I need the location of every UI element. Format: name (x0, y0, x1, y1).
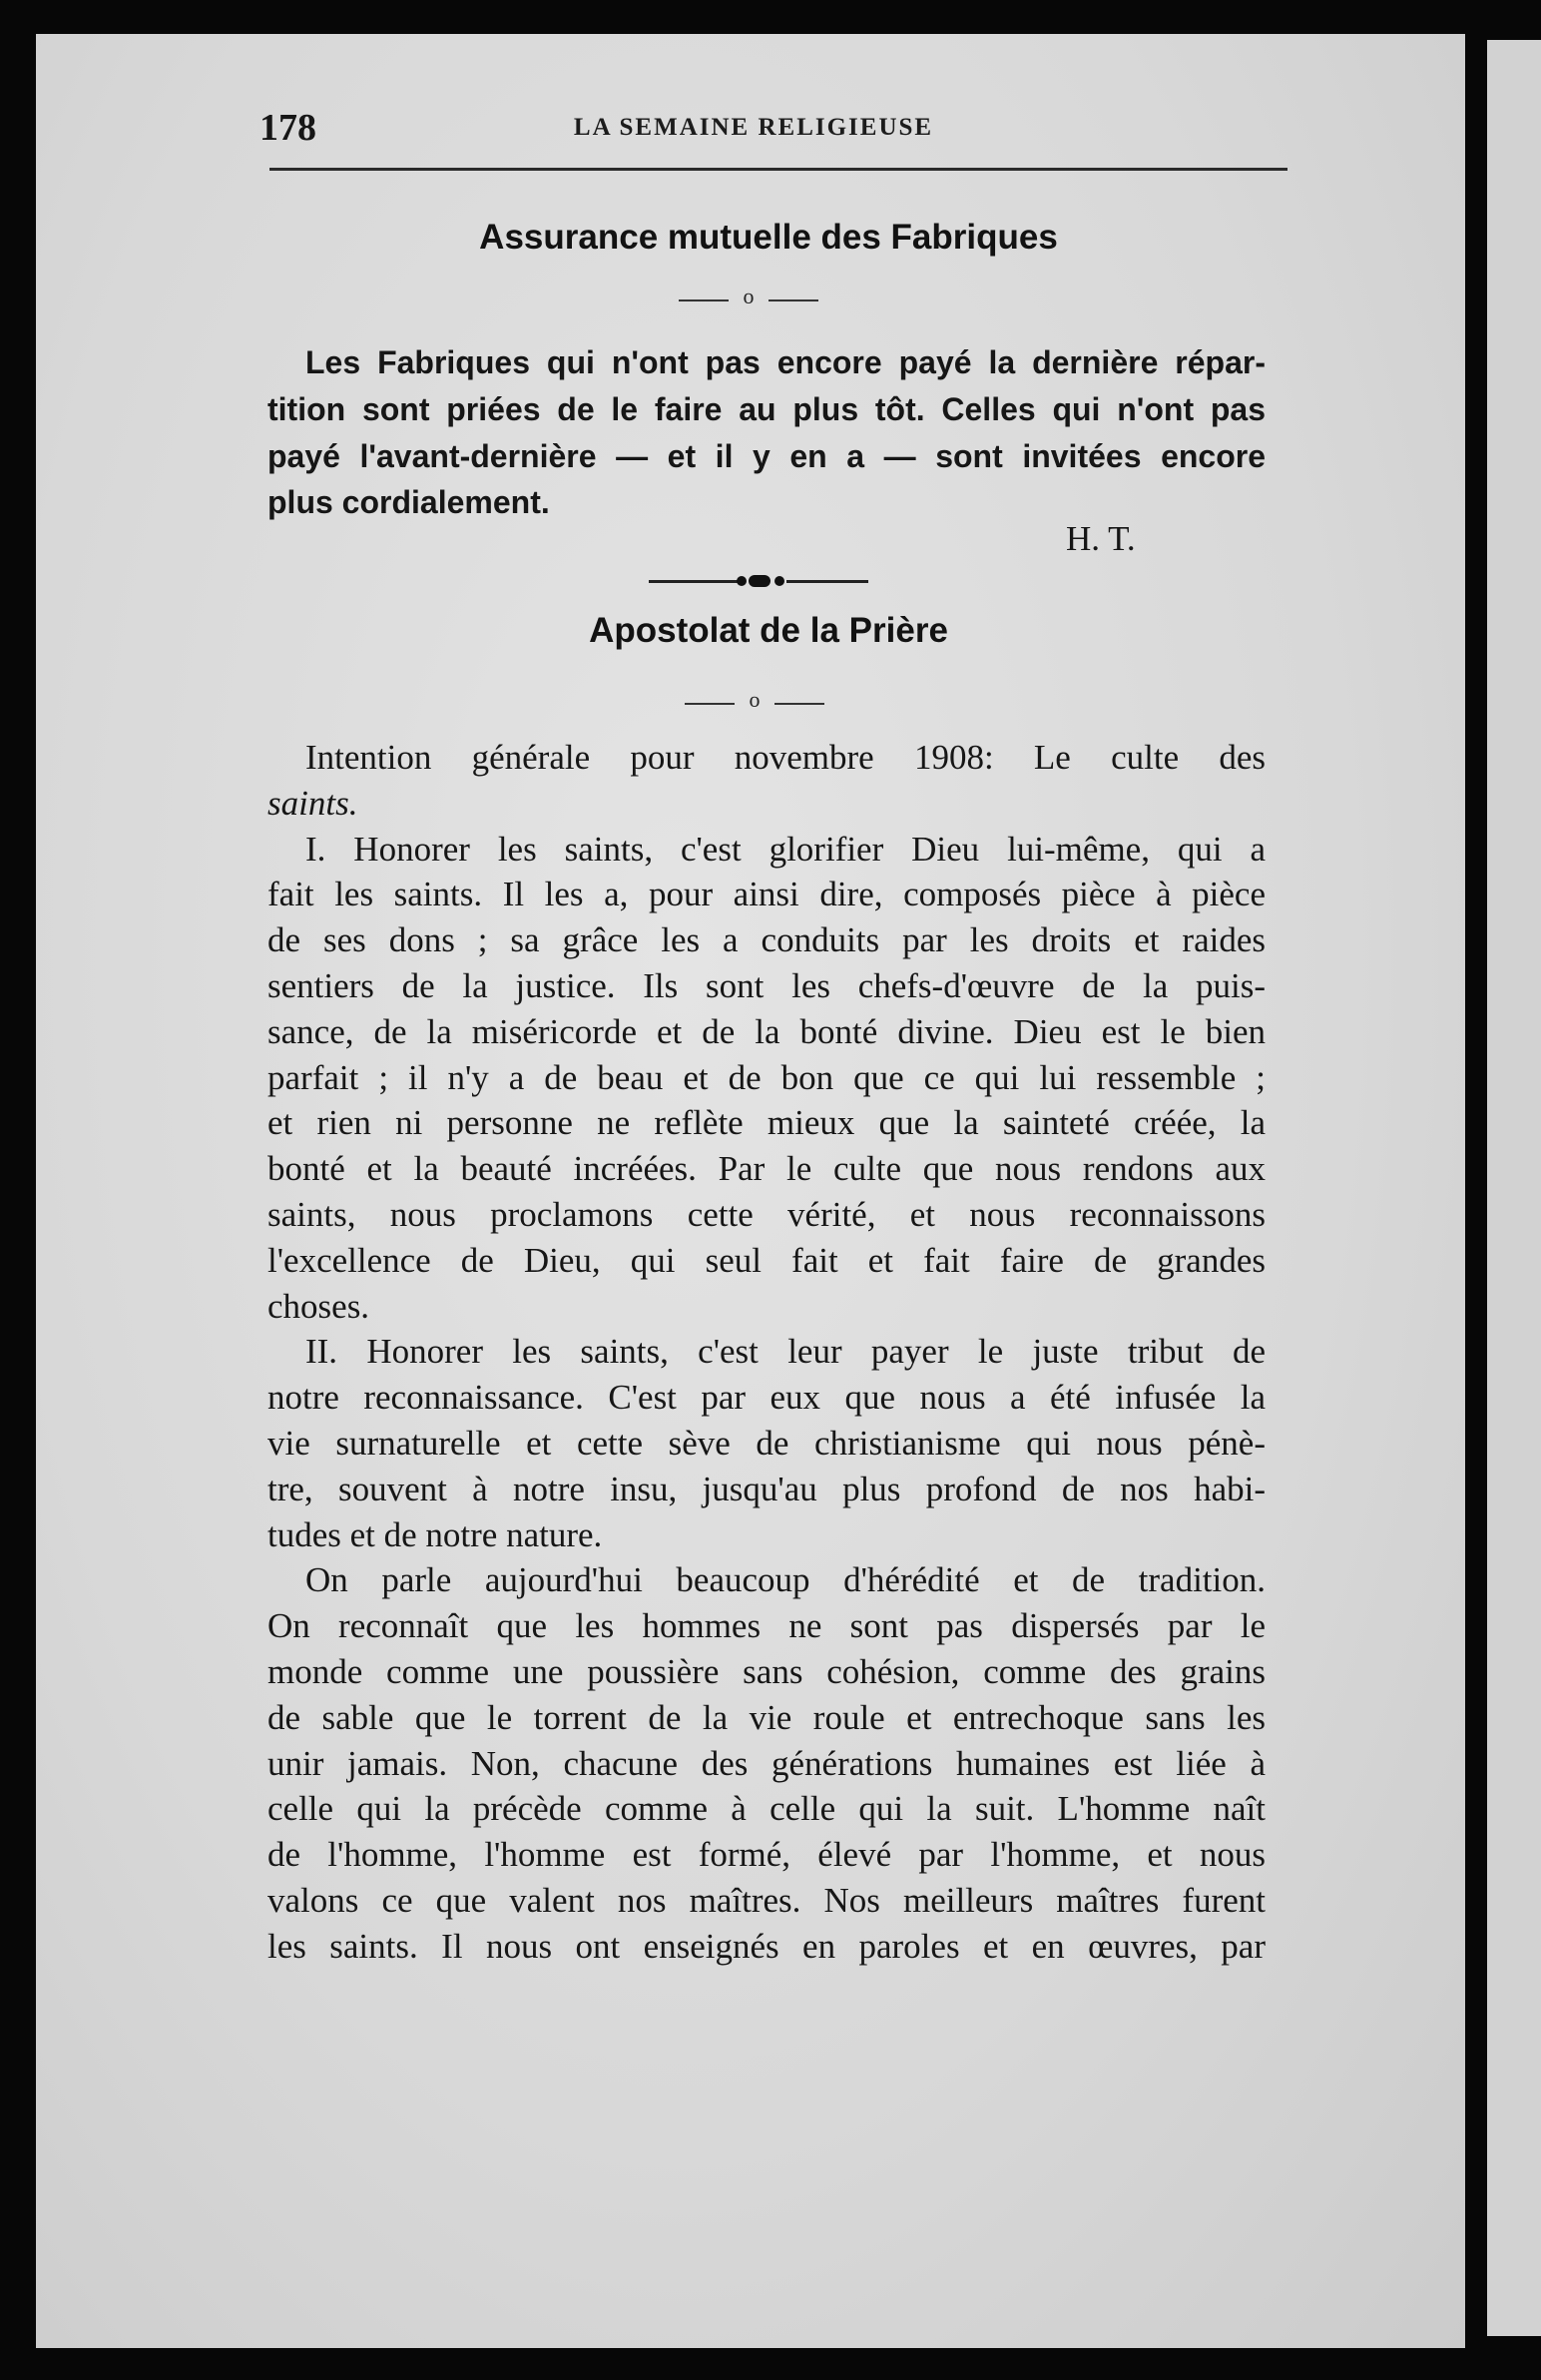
text-line: Les Fabriques qui n'ont pas encore payé la dernière répar- (305, 344, 1266, 380)
text-line: de l'homme, l'homme est formé, élevé par l'homme, et nous (267, 1835, 1266, 1875)
section-title-assurance: Assurance mutuelle des Fabriques (479, 218, 1058, 257)
ornament-divider (649, 573, 868, 589)
text-line: I. Honorer les saints, c'est glorifier Dieu lui-même, qui a (305, 829, 1266, 869)
running-head (230, 80, 1278, 150)
text-line: parfait ; il n'y a de beau et de bon que ce qui lui ressemble ; (267, 1057, 1266, 1097)
intention-line: Intention générale pour novembre 1908: Le culte des (305, 738, 1266, 777)
text-line: l'excellence de Dieu, qui seul fait et fait faire de grandes (267, 1240, 1266, 1280)
text-line: de ses dons ; sa grâce les a conduits par les droits et raides (267, 920, 1266, 960)
text-line: et rien ni personne ne reflète mieux que la sainteté créée, la (267, 1103, 1266, 1143)
text-line: unir jamais. Non, chacune des générations humaines est liée à (267, 1743, 1266, 1783)
text-line: les saints. Il nous ont enseignés en paroles et en œuvres, par (267, 1926, 1266, 1966)
text-line: bonté et la beauté incréées. Par le culte que nous rendons aux (267, 1149, 1266, 1189)
article-body (267, 735, 1266, 1970)
text-line: On reconnaît que les hommes ne sont pas dispersés par le (267, 1606, 1266, 1646)
text-line: de sable que le torrent de la vie roule et entrechoque sans les (267, 1697, 1266, 1737)
text-line: tre, souvent à notre insu, jusqu'au plus profond de nos habi- (267, 1469, 1266, 1508)
text-line: valons ce que valent nos maîtres. Nos meilleurs maîtres furent (267, 1880, 1266, 1920)
journal-title: LA SEMAINE RELIGIEUSE (573, 114, 934, 141)
text-line: celle qui la précède comme à celle qui la suit. L'homme naît (267, 1789, 1266, 1829)
text-line: sentiers de la justice. Ils sont les chefs-d'œuvre de la puis- (267, 965, 1266, 1005)
separator: o (685, 693, 824, 713)
header-rule (269, 168, 1287, 171)
text-line: tudes et de notre nature. (267, 1514, 603, 1554)
text-line: payé l'avant-dernière — et il y en a — sont invitées encore (267, 437, 1266, 474)
text-line: II. Honorer les saints, c'est leur payer le juste tribut de (305, 1332, 1266, 1372)
text-line: plus cordialement. (267, 484, 550, 521)
text-line: monde comme une poussière sans cohésion, comme des grains (267, 1651, 1266, 1691)
text-line: fait les saints. Il les a, pour ainsi dire, composés pièce à pièce (267, 875, 1266, 914)
text-line: saints, nous proclamons cette vérité, et nous reconnaissons (267, 1194, 1266, 1234)
text-line: notre reconnaissance. C'est par eux que nous a été infusée la (267, 1378, 1266, 1418)
section-title-apostolat: Apostolat de la Prière (589, 611, 948, 650)
text-line: vie surnaturelle et cette sève de christianisme qui nous pénè- (267, 1423, 1266, 1463)
adjacent-page-edge (1487, 40, 1541, 2336)
text-line: On parle aujourd'hui beaucoup d'hérédité et de tradition. (305, 1560, 1266, 1600)
assurance-paragraph (267, 339, 1266, 526)
text-line: sance, de la miséricorde et de la bonté divine. Dieu est le bien (267, 1011, 1266, 1051)
intention-line: saints. (267, 783, 358, 823)
separator: o (679, 290, 818, 309)
text-line: choses. (267, 1286, 370, 1326)
page-number: 178 (259, 107, 316, 149)
text-line: tition sont priées de le faire au plus tôt. Celles qui n'ont pas (267, 390, 1266, 427)
signature: H. T. (1066, 519, 1136, 558)
